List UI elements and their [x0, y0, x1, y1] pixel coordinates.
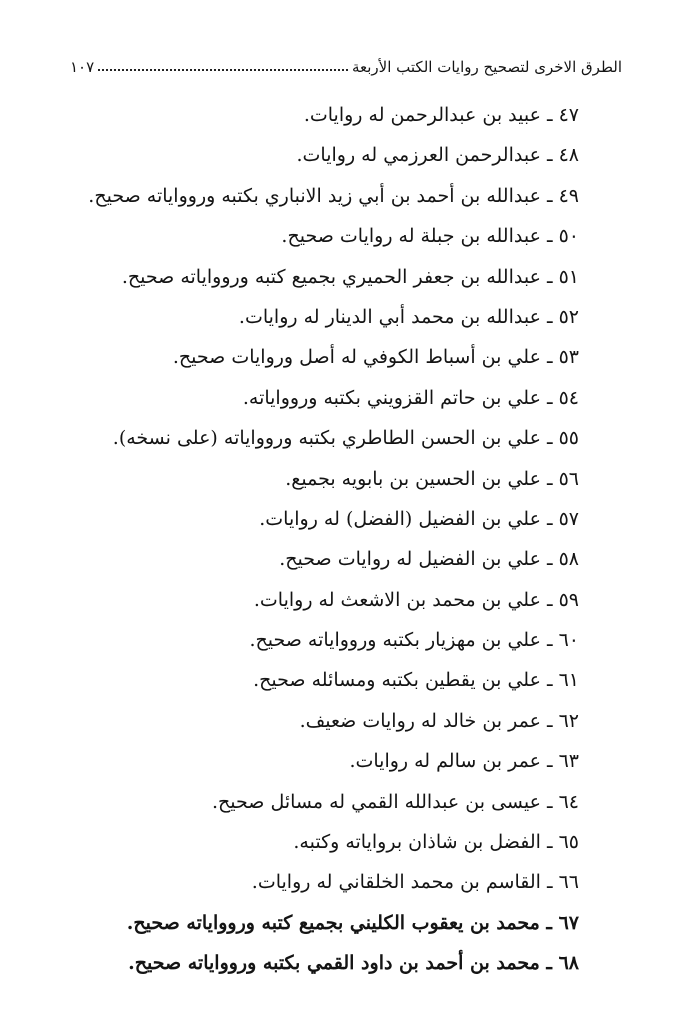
list-item: ٥١ ـ عبدالله بن جعفر الحميري بجميع كتبه وروواياته صحيح. [121, 265, 579, 288]
header-dot-leader [98, 69, 348, 71]
list-item: ٦٧ ـ محمد بن يعقوب الكليني بجميع كتبه وروواياته صحيح. [126, 911, 579, 934]
running-header [70, 50, 622, 76]
header-title: الطرق الاخرى لتصحيح روايات الكتب الأربعة [351, 58, 622, 76]
list-item: ٤٧ ـ عبيد بن عبدالرحمن له روايات. [303, 104, 579, 126]
list-item: ٥٦ ـ علي بن الحسين بن بابويه بجميع. [285, 467, 579, 490]
list-item: ٥٢ ـ عبدالله بن محمد أبي الدينار له روايات. [238, 305, 579, 328]
list-item: ٤٩ ـ عبدالله بن أحمد بن أبي زيد الانباري بكتبه وروواياته صحيح. [88, 184, 579, 207]
list-item: ٦٤ ـ عيسى بن عبدالله القمي له مسائل صحيح. [211, 790, 579, 813]
list-item: ٦١ ـ علي بن يقطين بكتبه ومسائله صحيح. [253, 669, 579, 692]
list-item: ٦٥ ـ الفضل بن شاذان برواياته وكتبه. [293, 831, 579, 854]
narrator-list [79, 95, 579, 984]
list-item: ٥٤ ـ علي بن حاتم القزويني بكتبه وروواياته. [242, 386, 579, 409]
list-item: ٦٣ ـ عمر بن سالم له روايات. [349, 750, 579, 773]
list-item: ٦٢ ـ عمر بن خالد له روايات ضعيف. [299, 709, 579, 732]
list-item: ٥٥ ـ علي بن الحسن الطاطري بكتبه وروواياته (على نسخه). [112, 427, 579, 450]
list-item: ٦٠ ـ علي بن مهزيار بكتبه وروواياته صحيح. [249, 629, 579, 652]
list-item: ٥٨ ـ علي بن الفضيل له روايات صحيح. [279, 548, 579, 571]
list-item: ٦٨ ـ محمد بن أحمد بن داود القمي بكتبه وروواياته صحيح. [128, 952, 579, 975]
page-number: ١٠٧ [70, 58, 95, 76]
list-item: ٤٨ ـ عبدالرحمن العرزمي له روايات. [296, 144, 579, 167]
list-item: ٥٣ ـ علي بن أسباط الكوفي له أصل وروايات صحيح. [172, 346, 579, 369]
list-item: ٦٦ ـ القاسم بن محمد الخلقاني له روايات. [251, 871, 579, 894]
list-item: ٥٩ ـ علي بن محمد بن الاشعث له روايات. [253, 588, 579, 611]
list-item: ٥٧ ـ علي بن الفضيل (الفضل) له روايات. [259, 507, 579, 530]
list-item: ٥٠ ـ عبدالله بن جبلة له روايات صحيح. [281, 225, 579, 248]
